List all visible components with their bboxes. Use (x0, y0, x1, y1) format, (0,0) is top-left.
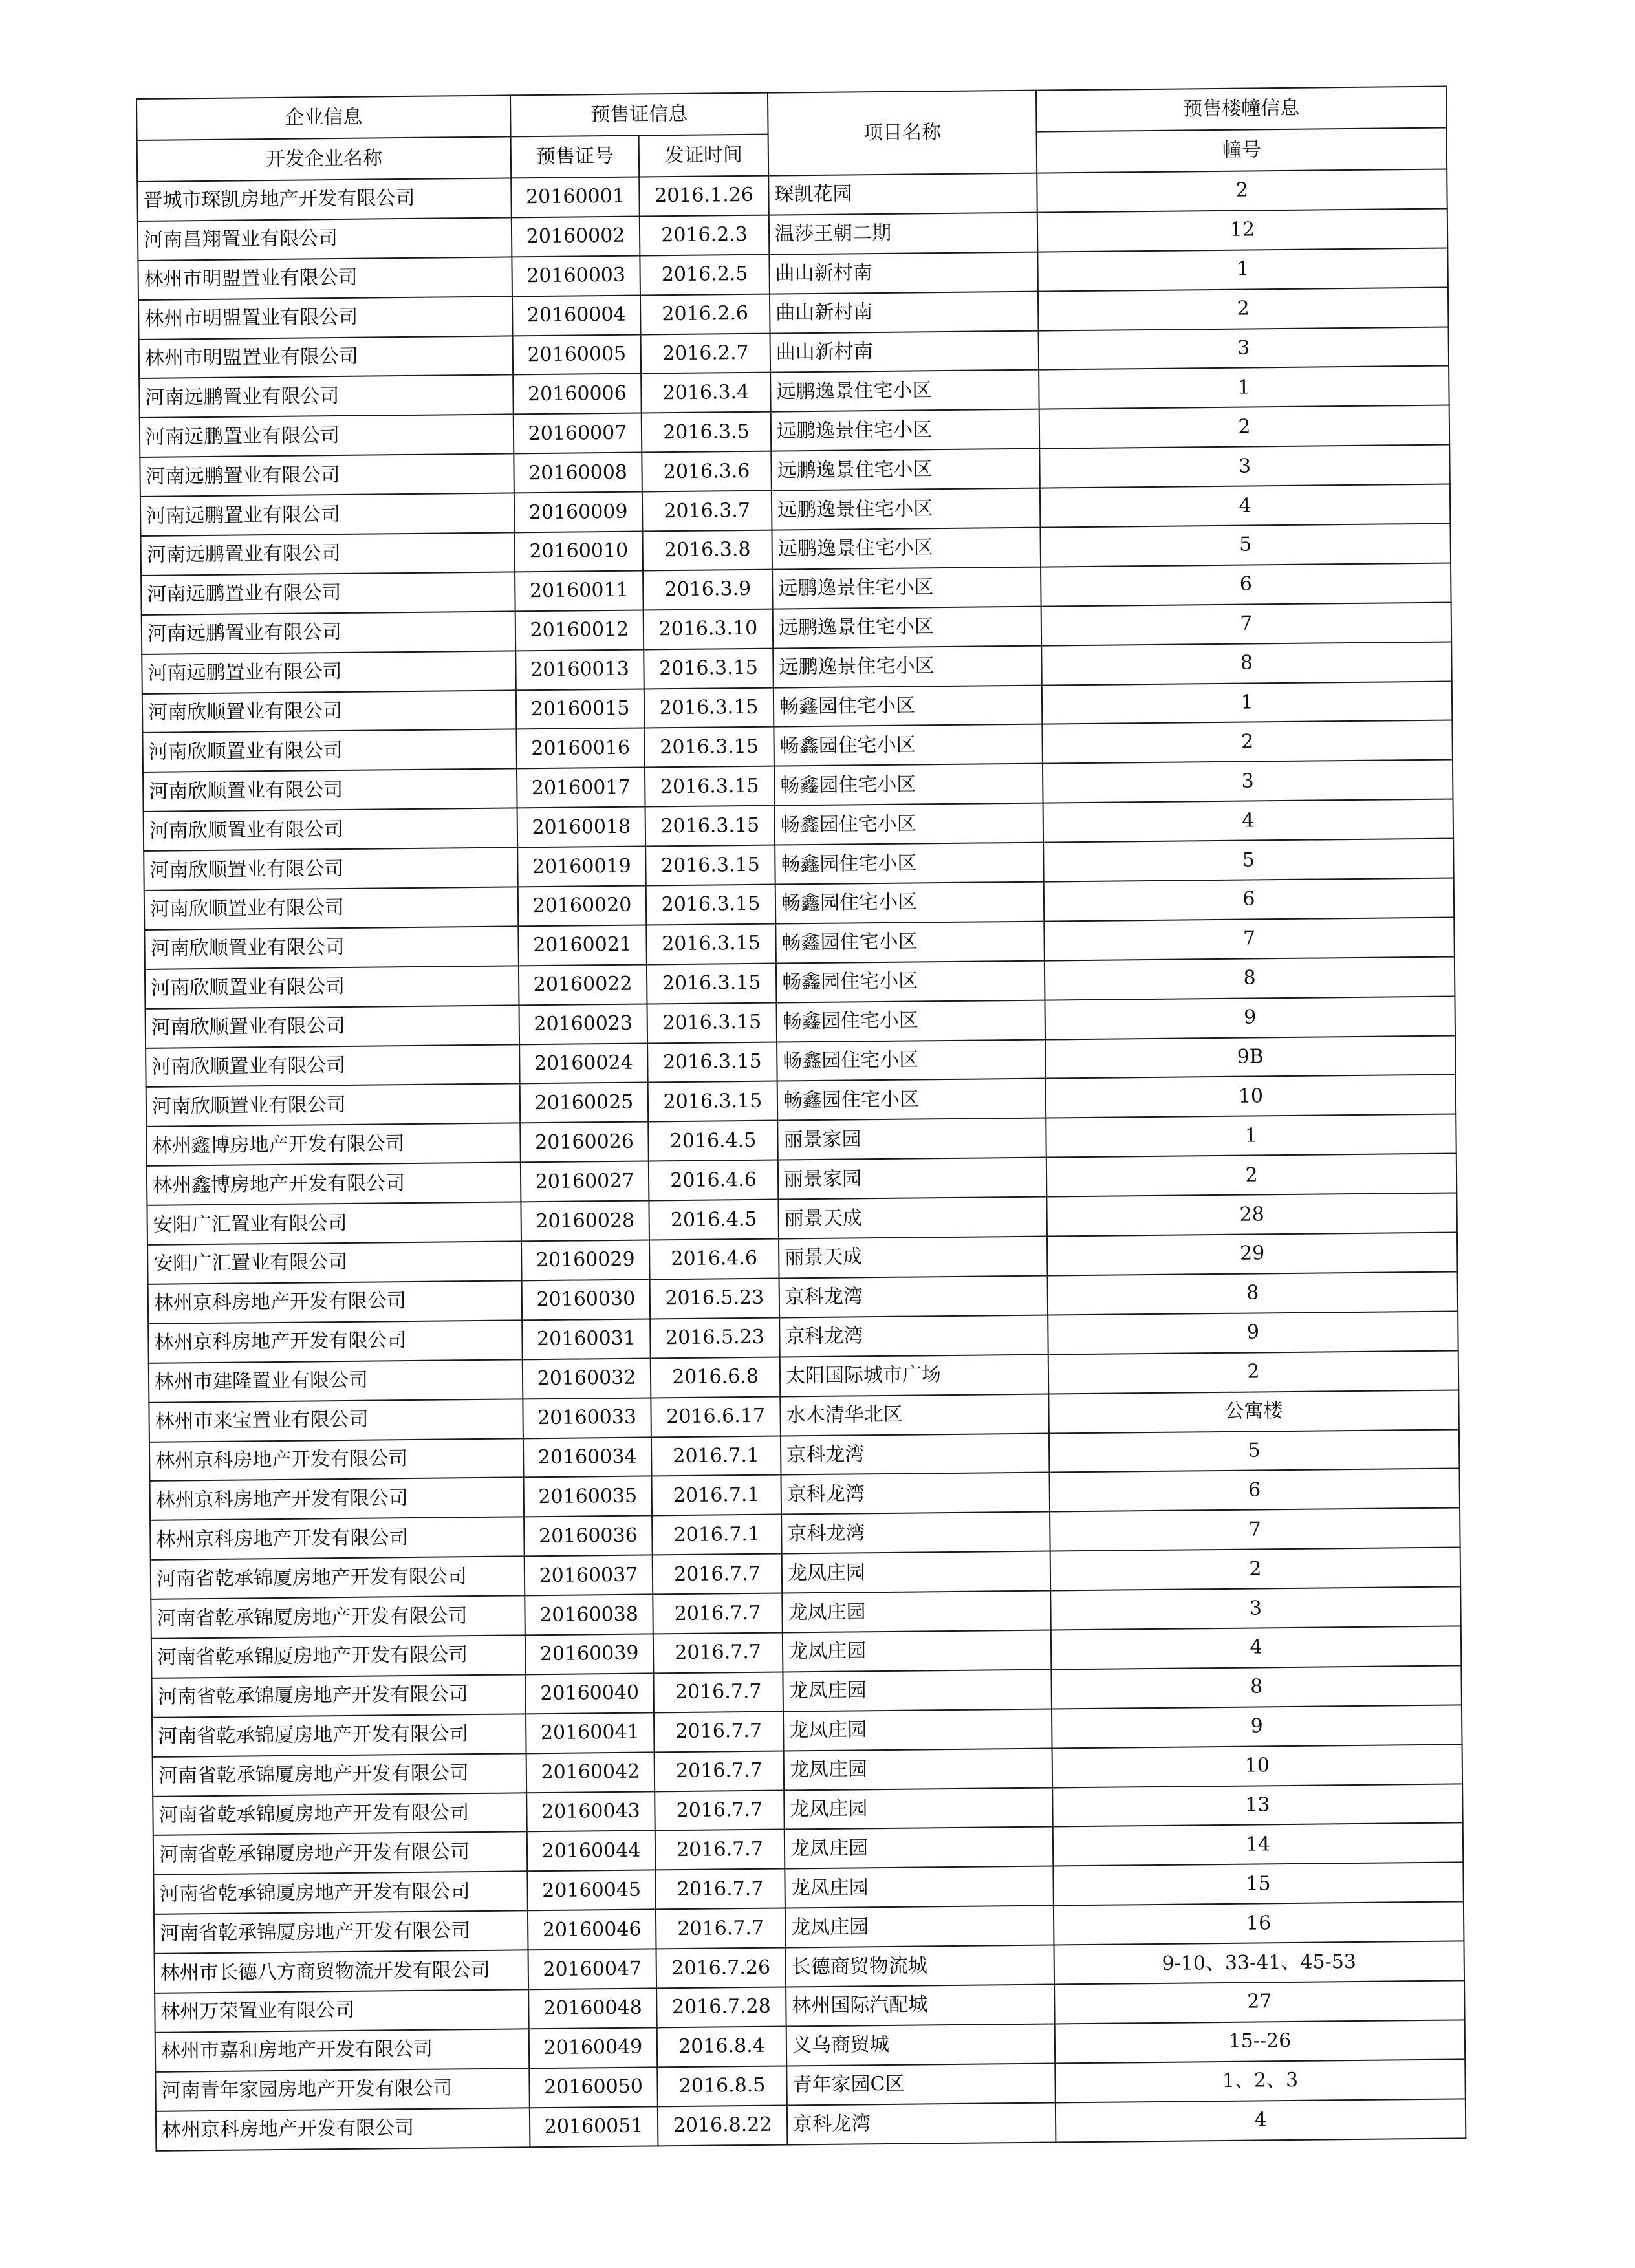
building-no-cell: 4 (1040, 484, 1451, 528)
project-name-cell: 畅鑫园住宅小区 (774, 724, 1043, 766)
developer-name-cell: 林州市建隆置业有限公司 (149, 1359, 523, 1402)
building-no-cell: 9 (1048, 1311, 1458, 1354)
issue-date-cell: 2016.7.7 (654, 1711, 784, 1752)
developer-name-cell: 河南青年家园房地产开发有限公司 (155, 2068, 530, 2111)
project-name-cell: 丽景天成 (779, 1237, 1048, 1279)
cert-no-cell: 20160037 (525, 1555, 653, 1596)
developer-name-cell: 林州市来宝置业有限公司 (149, 1399, 523, 1442)
project-name-cell: 京科龙湾 (779, 1275, 1048, 1317)
developer-name-cell: 河南省乾承锦厦房地产开发有限公司 (151, 1674, 526, 1717)
cert-no-cell: 20160046 (528, 1910, 656, 1950)
building-no-cell: 8 (1051, 1665, 1462, 1709)
issue-date-cell: 2016.7.1 (651, 1436, 781, 1476)
developer-name-cell: 河南欣顺置业有限公司 (146, 1084, 521, 1127)
issue-date-cell: 2016.7.7 (655, 1790, 785, 1831)
project-name-cell: 温莎王朝二期 (769, 213, 1038, 255)
cert-no-cell: 20160012 (515, 610, 644, 651)
cert-no-cell: 20160045 (527, 1870, 656, 1911)
issue-date-cell: 2016.7.7 (653, 1672, 783, 1712)
cert-no-cell: 20160017 (517, 768, 645, 808)
header-developer-name: 开发企业名称 (137, 136, 512, 182)
building-no-cell: 1 (1042, 681, 1453, 724)
cert-no-cell: 20160015 (516, 689, 645, 729)
cert-no-cell: 20160001 (511, 177, 640, 218)
building-no-cell: 2 (1042, 720, 1453, 764)
building-no-cell: 9-10、33-41、45-53 (1054, 1941, 1464, 1984)
cert-no-cell: 20160038 (525, 1594, 653, 1635)
building-no-cell: 8 (1048, 1271, 1458, 1315)
building-no-cell: 13 (1052, 1784, 1463, 1827)
building-no-cell: 12 (1037, 208, 1448, 252)
building-no-cell: 3 (1043, 760, 1453, 803)
cert-no-cell: 20160044 (527, 1831, 656, 1872)
issue-date-cell: 2016.8.22 (658, 2105, 788, 2146)
cert-no-cell: 20160003 (512, 255, 640, 296)
developer-name-cell: 河南远鹏置业有限公司 (140, 454, 514, 497)
cert-no-cell: 20160016 (516, 728, 645, 769)
project-name-cell: 水木清华北区 (780, 1394, 1049, 1436)
issue-date-cell: 2016.3.7 (642, 491, 772, 532)
cert-no-cell: 20160006 (513, 374, 642, 415)
issue-date-cell: 2016.7.1 (652, 1515, 782, 1555)
cert-no-cell: 20160051 (530, 2106, 658, 2147)
project-name-cell: 龙凤庄园 (783, 1669, 1052, 1711)
building-no-cell: 4 (1051, 1626, 1462, 1669)
building-no-cell: 8 (1041, 642, 1452, 685)
developer-name-cell: 河南远鹏置业有限公司 (142, 611, 516, 654)
developer-name-cell: 林州京科房地产开发有限公司 (149, 1438, 524, 1481)
project-name-cell: 龙凤庄园 (782, 1551, 1051, 1593)
developer-name-cell: 林州京科房地产开发有限公司 (150, 1517, 525, 1560)
developer-name-cell: 河南欣顺置业有限公司 (144, 887, 519, 929)
developer-name-cell: 河南昌翔置业有限公司 (138, 217, 512, 260)
developer-name-cell: 河南省乾承锦厦房地产开发有限公司 (152, 1714, 526, 1756)
cert-no-cell: 20160005 (513, 334, 642, 375)
developer-name-cell: 河南欣顺置业有限公司 (144, 848, 518, 891)
developer-name-cell: 河南省乾承锦厦房地产开发有限公司 (153, 1872, 528, 1914)
project-name-cell: 龙凤庄园 (784, 1787, 1053, 1830)
cert-no-cell: 20160043 (526, 1791, 655, 1832)
issue-date-cell: 2016.3.15 (645, 806, 775, 847)
project-name-cell: 畅鑫园住宅小区 (775, 843, 1044, 885)
developer-name-cell: 林州市明盟置业有限公司 (138, 257, 512, 299)
project-name-cell: 龙凤庄园 (782, 1591, 1051, 1633)
issue-date-cell: 2016.8.5 (657, 2066, 787, 2106)
cert-no-cell: 20160027 (521, 1161, 649, 1202)
header-project-name: 项目名称 (768, 91, 1037, 176)
header-building-info: 预售楼幢信息 (1036, 87, 1447, 132)
issue-date-cell: 2016.7.7 (655, 1830, 785, 1870)
issue-date-cell: 2016.3.15 (644, 727, 774, 768)
project-name-cell: 畅鑫园住宅小区 (775, 882, 1045, 924)
project-name-cell: 远鹏逸景住宅小区 (772, 528, 1041, 570)
developer-name-cell: 林州市长德八方商贸物流开发有限公司 (155, 1950, 529, 1993)
building-no-cell: 公寓楼 (1048, 1390, 1459, 1433)
issue-date-cell: 2016.3.15 (648, 1081, 778, 1122)
developer-name-cell: 晋城市琛凯房地产开发有限公司 (137, 178, 512, 221)
developer-name-cell: 河南省乾承锦厦房地产开发有限公司 (153, 1832, 528, 1875)
building-no-cell: 15 (1053, 1863, 1464, 1906)
building-no-cell: 5 (1043, 839, 1454, 882)
project-name-cell: 京科龙湾 (781, 1512, 1050, 1554)
cert-no-cell: 20160013 (515, 649, 644, 690)
building-no-cell: 7 (1044, 917, 1455, 960)
developer-name-cell: 林州京科房地产开发有限公司 (148, 1280, 523, 1323)
developer-name-cell: 河南欣顺置业有限公司 (142, 690, 517, 733)
cert-no-cell: 20160021 (518, 925, 647, 966)
issue-date-cell: 2016.7.1 (651, 1475, 781, 1516)
project-name-cell: 畅鑫园住宅小区 (776, 960, 1045, 1002)
developer-name-cell: 河南远鹏置业有限公司 (139, 375, 514, 418)
building-no-cell: 2 (1039, 405, 1450, 449)
building-no-cell: 9 (1052, 1705, 1462, 1748)
issue-date-cell: 2016.3.10 (644, 609, 774, 649)
header-building-no: 幢号 (1037, 128, 1447, 173)
cert-no-cell: 20160026 (520, 1122, 649, 1163)
issue-date-cell: 2016.4.5 (649, 1200, 779, 1240)
developer-name-cell: 安阳广汇置业有限公司 (147, 1202, 521, 1245)
project-name-cell: 曲山新村南 (770, 291, 1039, 333)
project-name-cell: 曲山新村南 (769, 252, 1038, 294)
project-name-cell: 龙凤庄园 (785, 1827, 1054, 1869)
project-name-cell: 义乌商贸城 (786, 2024, 1056, 2066)
cert-no-cell: 20160022 (519, 964, 647, 1005)
cert-no-cell: 20160002 (512, 216, 640, 257)
building-no-cell: 7 (1041, 602, 1452, 645)
project-name-cell: 龙凤庄园 (785, 1866, 1054, 1908)
cert-no-cell: 20160050 (529, 2067, 658, 2108)
cert-no-cell: 20160033 (523, 1398, 651, 1438)
developer-name-cell: 河南欣顺置业有限公司 (143, 769, 517, 812)
issue-date-cell: 2016.5.23 (650, 1317, 780, 1358)
cert-no-cell: 20160024 (519, 1043, 648, 1084)
issue-date-cell: 2016.7.7 (655, 1751, 785, 1791)
project-name-cell: 青年家园C区 (786, 2063, 1056, 2105)
project-name-cell: 远鹏逸景住宅小区 (770, 370, 1039, 412)
project-name-cell: 琛凯花园 (768, 173, 1037, 215)
issue-date-cell: 2016.3.15 (646, 885, 776, 925)
cert-no-cell: 20160020 (518, 886, 647, 927)
developer-name-cell: 河南远鹏置业有限公司 (142, 651, 516, 693)
developer-name-cell: 河南欣顺置业有限公司 (146, 1044, 520, 1087)
developer-name-cell: 河南省乾承锦厦房地产开发有限公司 (151, 1595, 525, 1638)
building-no-cell: 2 (1038, 287, 1449, 330)
issue-date-cell: 2016.2.3 (640, 215, 770, 256)
cert-no-cell: 20160008 (514, 453, 642, 493)
cert-no-cell: 20160007 (514, 413, 642, 454)
issue-date-cell: 2016.7.7 (653, 1554, 783, 1595)
issue-date-cell: 2016.3.15 (646, 923, 776, 964)
project-name-cell: 远鹏逸景住宅小区 (772, 567, 1041, 609)
issue-date-cell: 2016.3.8 (642, 530, 772, 571)
project-name-cell: 龙凤庄园 (784, 1748, 1053, 1790)
developer-name-cell: 林州鑫博房地产开发有限公司 (146, 1123, 521, 1166)
issue-date-cell: 2016.2.7 (641, 333, 771, 374)
cert-no-cell: 20160010 (514, 532, 643, 572)
issue-date-cell: 2016.3.4 (641, 373, 771, 413)
cert-no-cell: 20160030 (522, 1279, 651, 1320)
developer-name-cell: 林州市明盟置业有限公司 (139, 336, 514, 378)
issue-date-cell: 2016.4.6 (649, 1160, 779, 1201)
building-no-cell: 6 (1044, 878, 1455, 922)
cert-no-cell: 20160042 (526, 1752, 655, 1793)
developer-name-cell: 林州万荣置业有限公司 (155, 1989, 529, 2032)
issue-date-cell: 2016.2.6 (640, 294, 770, 334)
building-no-cell: 14 (1053, 1823, 1464, 1866)
building-no-cell: 2 (1037, 169, 1447, 213)
issue-date-cell: 2016.2.5 (640, 254, 770, 295)
header-presale-info: 预售证信息 (510, 93, 768, 137)
developer-name-cell: 林州京科房地产开发有限公司 (156, 2108, 530, 2150)
project-name-cell: 远鹏逸景住宅小区 (771, 409, 1040, 451)
building-no-cell: 15--26 (1055, 2020, 1466, 2063)
building-no-cell: 3 (1039, 445, 1450, 488)
developer-name-cell: 河南省乾承锦厦房地产开发有限公司 (151, 1557, 525, 1599)
cert-no-cell: 20160009 (514, 492, 643, 533)
building-no-cell: 1 (1046, 1114, 1456, 1158)
issue-date-cell: 2016.7.7 (653, 1593, 783, 1634)
building-no-cell: 3 (1039, 327, 1449, 370)
project-name-cell: 畅鑫园住宅小区 (775, 922, 1045, 964)
project-name-cell: 畅鑫园住宅小区 (777, 1039, 1046, 1081)
issue-date-cell: 2016.7.28 (656, 1987, 786, 2027)
issue-date-cell: 2016.3.6 (642, 451, 772, 492)
developer-name-cell: 河南远鹏置业有限公司 (140, 493, 515, 536)
project-name-cell: 畅鑫园住宅小区 (776, 1000, 1045, 1042)
issue-date-cell: 2016.5.23 (650, 1278, 780, 1319)
header-issue-date: 发证时间 (639, 135, 769, 177)
project-name-cell: 长德商贸物流城 (785, 1945, 1054, 1987)
project-name-cell: 远鹏逸景住宅小区 (772, 488, 1041, 530)
developer-name-cell: 河南欣顺置业有限公司 (142, 729, 517, 772)
developer-name-cell: 河南欣顺置业有限公司 (144, 808, 518, 851)
header-enterprise-info: 企业信息 (136, 95, 511, 140)
project-name-cell: 京科龙湾 (781, 1473, 1050, 1515)
developer-name-cell: 河南省乾承锦厦房地产开发有限公司 (153, 1753, 527, 1796)
issue-date-cell: 2016.4.6 (649, 1239, 779, 1280)
building-no-cell: 27 (1054, 1980, 1465, 2024)
cert-no-cell: 20160035 (524, 1476, 653, 1517)
building-no-cell: 3 (1050, 1587, 1461, 1630)
project-name-cell: 畅鑫园住宅小区 (777, 1079, 1046, 1121)
developer-name-cell: 河南欣顺置业有限公司 (146, 1005, 520, 1048)
issue-date-cell: 2016.1.26 (639, 176, 769, 217)
project-name-cell: 远鹏逸景住宅小区 (771, 449, 1040, 491)
project-name-cell: 畅鑫园住宅小区 (774, 764, 1043, 806)
issue-date-cell: 2016.6.8 (651, 1357, 781, 1398)
issue-date-cell: 2016.7.7 (656, 1908, 786, 1949)
cert-no-cell: 20160048 (528, 1988, 657, 2029)
building-no-cell: 28 (1046, 1193, 1457, 1237)
project-name-cell: 曲山新村南 (770, 330, 1039, 373)
developer-name-cell: 林州鑫博房地产开发有限公司 (147, 1163, 521, 1205)
header-cert-no: 预售证号 (511, 136, 640, 178)
cert-no-cell: 20160039 (525, 1634, 654, 1674)
project-name-cell: 京科龙湾 (787, 2102, 1056, 2144)
table-body (137, 169, 1466, 2151)
developer-name-cell: 河南远鹏置业有限公司 (141, 572, 515, 614)
building-no-cell: 2 (1048, 1350, 1459, 1394)
project-name-cell: 太阳国际城市广场 (780, 1354, 1049, 1396)
cert-no-cell: 20160011 (515, 570, 644, 611)
building-no-cell: 1 (1037, 248, 1448, 291)
issue-date-cell: 2016.6.17 (651, 1396, 781, 1437)
issue-date-cell: 2016.3.15 (644, 648, 774, 689)
developer-name-cell: 河南省乾承锦厦房地产开发有限公司 (153, 1793, 527, 1835)
building-no-cell: 1、2、3 (1055, 2059, 1466, 2102)
building-no-cell: 29 (1047, 1233, 1458, 1276)
developer-name-cell: 河南欣顺置业有限公司 (145, 966, 519, 1008)
project-name-cell: 龙凤庄园 (783, 1630, 1052, 1672)
cert-no-cell: 20160041 (526, 1712, 655, 1753)
cert-no-cell: 20160036 (524, 1516, 653, 1557)
building-no-cell: 5 (1040, 524, 1451, 567)
issue-date-cell: 2016.3.15 (647, 1042, 777, 1083)
issue-date-cell: 2016.3.5 (642, 412, 772, 453)
issue-date-cell: 2016.7.7 (653, 1632, 783, 1673)
building-no-cell: 4 (1056, 2099, 1466, 2142)
issue-date-cell: 2016.7.7 (655, 1869, 785, 1910)
issue-date-cell: 2016.4.5 (648, 1121, 778, 1161)
cert-no-cell: 20160018 (517, 807, 646, 848)
cert-no-cell: 20160029 (521, 1240, 650, 1281)
project-name-cell: 京科龙湾 (779, 1315, 1048, 1357)
issue-date-cell: 2016.3.15 (647, 963, 777, 1004)
issue-date-cell: 2016.3.15 (645, 845, 775, 886)
project-name-cell: 远鹏逸景住宅小区 (773, 645, 1042, 687)
building-no-cell: 8 (1045, 956, 1455, 1000)
cert-no-cell: 20160034 (523, 1437, 652, 1478)
issue-date-cell: 2016.7.26 (656, 1948, 786, 1989)
building-no-cell: 4 (1043, 799, 1454, 843)
building-no-cell: 10 (1046, 1075, 1456, 1118)
building-no-cell: 9 (1045, 996, 1455, 1039)
project-name-cell: 丽景天成 (778, 1197, 1047, 1239)
developer-name-cell: 河南远鹏置业有限公司 (140, 415, 514, 457)
developer-name-cell: 林州京科房地产开发有限公司 (148, 1320, 523, 1363)
project-name-cell: 远鹏逸景住宅小区 (773, 606, 1042, 648)
building-no-cell: 16 (1054, 1902, 1464, 1945)
developer-name-cell: 林州京科房地产开发有限公司 (150, 1478, 525, 1520)
cert-no-cell: 20160004 (512, 295, 641, 336)
project-name-cell: 丽景家园 (777, 1118, 1046, 1160)
developer-name-cell: 河南省乾承锦厦房地产开发有限公司 (154, 1911, 528, 1954)
cert-no-cell: 20160040 (525, 1673, 654, 1714)
project-name-cell: 京科龙湾 (781, 1433, 1050, 1475)
cert-no-cell: 20160028 (521, 1201, 649, 1242)
issue-date-cell: 2016.3.15 (645, 766, 775, 807)
cert-no-cell: 20160025 (520, 1083, 649, 1123)
building-no-cell: 7 (1050, 1508, 1460, 1551)
issue-date-cell: 2016.3.15 (644, 687, 774, 728)
project-name-cell: 林州国际汽配城 (786, 1984, 1055, 2026)
developer-name-cell: 林州市嘉和房地产开发有限公司 (155, 2029, 530, 2071)
cert-no-cell: 20160019 (517, 847, 646, 887)
developer-name-cell: 河南远鹏置业有限公司 (140, 532, 515, 575)
building-no-cell: 6 (1041, 563, 1451, 606)
developer-name-cell: 河南省乾承锦厦房地产开发有限公司 (151, 1635, 526, 1678)
cert-no-cell: 20160031 (522, 1319, 651, 1359)
building-no-cell: 2 (1046, 1154, 1457, 1197)
project-name-cell: 龙凤庄园 (783, 1709, 1052, 1751)
developer-name-cell: 河南欣顺置业有限公司 (144, 926, 519, 969)
cert-no-cell: 20160023 (519, 1004, 647, 1044)
project-name-cell: 畅鑫园住宅小区 (774, 685, 1043, 727)
cert-no-cell: 20160032 (523, 1358, 651, 1399)
project-name-cell: 畅鑫园住宅小区 (775, 803, 1044, 845)
project-name-cell: 丽景家园 (778, 1158, 1047, 1200)
building-no-cell: 10 (1052, 1744, 1463, 1787)
building-no-cell: 6 (1049, 1469, 1460, 1512)
building-no-cell: 5 (1049, 1429, 1460, 1473)
cert-no-cell: 20160049 (529, 2027, 658, 2068)
building-no-cell: 1 (1039, 366, 1449, 409)
issue-date-cell: 2016.8.4 (657, 2026, 787, 2067)
developer-name-cell: 林州市明盟置业有限公司 (138, 296, 513, 339)
issue-date-cell: 2016.3.15 (647, 1002, 777, 1043)
presale-permit-table (136, 86, 1466, 2152)
issue-date-cell: 2016.3.9 (643, 569, 773, 610)
developer-name-cell: 安阳广汇置业有限公司 (147, 1241, 522, 1284)
building-no-cell: 9B (1045, 1035, 1456, 1079)
project-name-cell: 龙凤庄园 (785, 1906, 1054, 1948)
building-no-cell: 2 (1050, 1548, 1461, 1591)
cert-no-cell: 20160047 (528, 1949, 657, 1989)
